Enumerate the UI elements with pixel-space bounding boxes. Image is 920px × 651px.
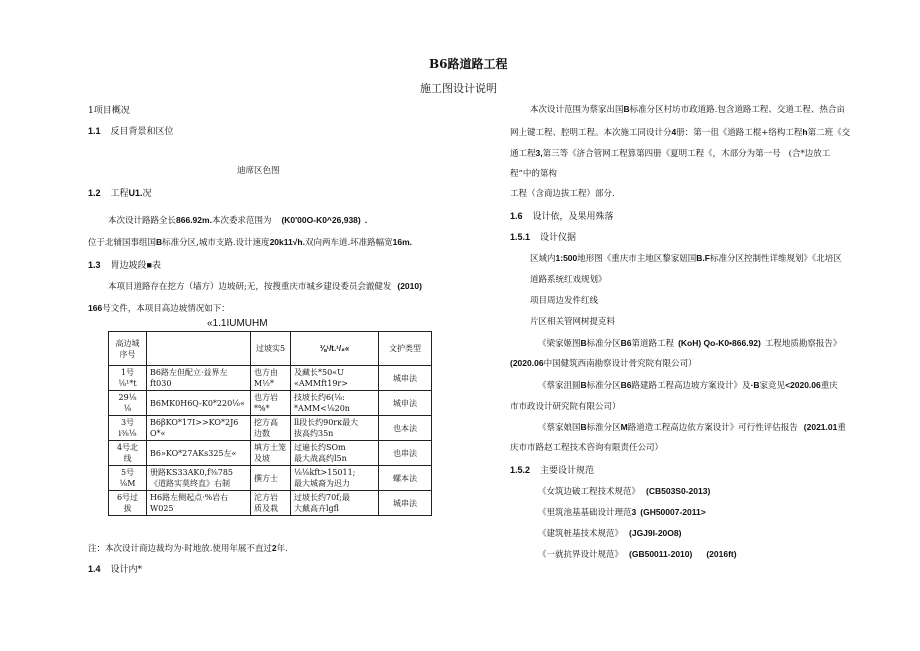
section-number: 1.5.1: [510, 232, 531, 242]
length-value: 866.92m.: [176, 215, 212, 225]
table-cell: B6»KO*27AKs325左«: [147, 441, 251, 466]
spec-code: (JGJ9I-20O8): [629, 528, 682, 538]
station-range: (K0'00O-K0^26,938): [281, 215, 361, 225]
text-run: 《梁家姬图: [538, 339, 581, 349]
text-run: 网上键工程、腔明工程。本次施工同设计分: [510, 128, 672, 138]
table-cell: 过遍长约SOm 最大战高约l5n: [291, 441, 379, 466]
text-run: 标准分区: [586, 381, 621, 391]
text-run: 2: [271, 543, 277, 553]
section-1-2-heading: [88, 186, 152, 199]
table-cell: H6路左侧起点·%岩右 W025: [147, 491, 251, 516]
text-run: 重庆: [820, 381, 838, 391]
map-caption: 迪席区色图: [237, 166, 280, 176]
section-text: 胃边坡段: [110, 261, 147, 271]
text-run: 本次委求范围为: [211, 216, 272, 226]
table-header-row: [109, 332, 432, 366]
table-cell: 也方岩 *%*: [251, 391, 291, 416]
table-cell: 城串法: [379, 491, 432, 516]
table-cell: 沱方岩 质及栽: [251, 491, 291, 516]
table-cell: 6号过 拔: [109, 491, 147, 516]
section-number: 1.4: [88, 564, 101, 574]
table-cell: 也串法: [379, 441, 432, 466]
text-run: 本次设计范围为蔡家出国: [530, 105, 624, 115]
text-run: 地形图《重庆市主地区黎家妞国: [577, 254, 697, 264]
text-run: 第道路工程: [631, 339, 675, 349]
text-run: 本次设计路路全长: [108, 216, 177, 226]
overview-paragraph-2: [88, 236, 412, 248]
text-run: B: [580, 380, 587, 390]
document-subtitle: 施工图设计说明: [420, 82, 497, 95]
section-1-5-2-heading: [510, 463, 594, 476]
table-cell: 也本法: [379, 416, 432, 441]
basis-item-5: [538, 379, 838, 391]
section-text: 设计内*: [110, 565, 143, 575]
document-title: B6路道路工程: [429, 57, 508, 71]
spec-name: 《建筑桩基技术规范》: [538, 529, 624, 539]
table-cell: ll段长约90rκ最大 拔高约35n: [291, 416, 379, 441]
spec-code: (GB50011-2010): [629, 549, 693, 559]
scope-paragraph-5: 工程（含商边拔工程）部分.: [510, 189, 615, 199]
spec-code: (CB503S0-2013): [646, 486, 711, 496]
text-run: 家竞见: [759, 381, 786, 391]
table-cell: 册路KS33AK0,f⅜785 《道路实莫终直》右制: [147, 466, 251, 491]
table-header-cell: 高边城 序号: [109, 332, 147, 366]
doc-year: (2010): [397, 281, 422, 291]
text-run: B: [156, 237, 163, 247]
table-row: [109, 466, 432, 491]
text-run: h: [802, 127, 808, 137]
section-number: 1.3: [88, 260, 101, 270]
text-run: 区域内: [530, 254, 556, 264]
text-run: 《蔡家沮圆: [538, 381, 581, 391]
table-cell: 1号 ⅛¹*t: [109, 366, 147, 391]
text-run: 年.: [276, 544, 288, 554]
table-row: [109, 391, 432, 416]
table-cell: 5号 ⅛M: [109, 466, 147, 491]
text-run: 路建路工程高边坡方案设计》及: [631, 381, 751, 391]
road-width: 16m.: [392, 237, 413, 247]
text-run: 号文件，本项目高边坡情况如下：: [102, 304, 230, 314]
slope-paragraph-1: [108, 280, 422, 292]
basis-item-1: [530, 252, 842, 264]
text-run: 双向两车道.坏准路幅宽: [304, 238, 393, 248]
text-run: 3,: [535, 148, 543, 158]
text-run: B6: [620, 380, 632, 390]
section-text: 设计仪据: [540, 233, 577, 243]
text-run: 第三等《济合管网工程算第四册《夏明工程《，木部分为第一号: [542, 149, 781, 159]
text-run: (2020.06: [510, 358, 544, 368]
section-text-end: 表: [151, 261, 161, 271]
text-run: 路道造工程高边依方案设计》可行性评估报告: [627, 423, 798, 433]
table-row: [109, 416, 432, 441]
table-cell: 撰方士: [251, 466, 291, 491]
spec-extra: (GH50007-2011>: [640, 507, 706, 517]
section-1-4-heading: [88, 562, 142, 575]
table-cell: 3号 i⅜⅛: [109, 416, 147, 441]
text-run: 注：本次设计商边裁均为·时地放.使用年展不直过: [88, 544, 272, 554]
table-header-cell: 文护类型: [379, 332, 432, 366]
section-1-1-heading: [88, 124, 174, 137]
basis-item-4-cont: [510, 357, 697, 369]
spec-name: 《里筑池基基础设计理范: [538, 508, 632, 518]
text-run: 1:500: [555, 253, 578, 263]
table-header-cell: 过坡实5: [251, 332, 291, 366]
scope-paragraph-3: [510, 147, 830, 159]
text-run: B: [580, 338, 587, 348]
text-run: (合*边放工: [788, 149, 831, 159]
section-text-bold: ■: [146, 260, 152, 270]
text-run: 册：第一徂《道路工棍+络构工程: [676, 128, 803, 138]
basis-item-6-cont: 庆市市路赵工程技术咨询有限责任公司）: [510, 443, 664, 453]
text-run: 标准分区控制性详维规划》《北培区: [709, 254, 842, 264]
spec-name: 《一就抗界设计规范》: [538, 550, 624, 560]
spec-extra: (2016ft): [706, 549, 737, 559]
table-cell: B6MK0H6Q-K0*220⅛«: [147, 391, 251, 416]
scope-paragraph-4: 程”中的第构: [510, 169, 557, 179]
section-1-3-heading: [88, 258, 161, 271]
basis-item-3: 片区相关管网树提克料: [530, 317, 616, 327]
table-cell: ⅛⅛kft>15011; 最大城裔为迟力: [291, 466, 379, 491]
table-cell: 过坡长约70f;最 大戴高卉lgfl: [291, 491, 379, 516]
table-header-cell: [147, 332, 251, 366]
slope-paragraph-2: [88, 302, 230, 314]
text-run: 第二班《交: [807, 128, 851, 138]
text-run: (2021.01: [803, 422, 838, 432]
high-slope-table: [108, 331, 432, 516]
table-row: [109, 366, 432, 391]
text-run: .: [364, 215, 368, 225]
basis-item-2: 项目周边发件红线: [530, 296, 599, 306]
scope-paragraph-2: [510, 126, 850, 138]
spec-item: [538, 485, 710, 497]
doc-number: 166: [88, 303, 103, 313]
section-text-bold: U1.: [128, 188, 143, 198]
text-run: 标淮分区: [586, 423, 621, 433]
section-text: 工程: [110, 189, 129, 199]
table-caption: «1.1IUMUHM: [207, 318, 268, 329]
table-cell: 及藏长*50«U «AMMft19r>: [291, 366, 379, 391]
section-number: 1.2: [88, 188, 101, 198]
table-cell: B6路左但配立·益界左 ft030: [147, 366, 251, 391]
text-run: 标准分区,城市支路.设计速度: [162, 238, 270, 248]
table-cell: 城串法: [379, 366, 432, 391]
spec-code: 3: [631, 507, 637, 517]
table-cell: 也方由 M½*: [251, 366, 291, 391]
text-run: B.F: [696, 253, 710, 263]
text-run: 标准分区: [586, 339, 621, 349]
table-cell: 技坡长约6(⅛: *AMM<⅛20n: [291, 391, 379, 416]
spec-item: [538, 548, 737, 560]
table-cell: 4号北 线: [109, 441, 147, 466]
text-run: ·B: [750, 380, 760, 390]
text-run: 重: [837, 423, 846, 433]
overview-paragraph-1: [108, 214, 367, 226]
text-run: 工程地质勘察报告》: [764, 339, 842, 349]
table-cell: 29⅛ ⅛: [109, 391, 147, 416]
section-number: 1.5.2: [510, 465, 531, 475]
text-run: <2020.06: [785, 380, 821, 390]
basis-item-1-cont: 道路系统红戏规划》: [530, 275, 607, 285]
table-cell: 填方土笼 及坡: [251, 441, 291, 466]
table-row: [109, 491, 432, 516]
text-run: B: [623, 104, 630, 114]
text-run: (KoH) Qo-K0•866.92): [678, 338, 761, 348]
text-run: M: [620, 422, 628, 432]
section-1-5-1-heading: [510, 230, 576, 243]
text-run: 标准分区村坊市政道路.包含道路工程、交道工程、热合亩: [629, 105, 845, 115]
text-run: B: [580, 422, 587, 432]
section-1-heading: 1项目概况: [88, 106, 130, 116]
section-text: 主要设计规范: [540, 466, 595, 476]
scope-paragraph-1: [530, 103, 845, 115]
spec-name: 《女筑边破工程技术规范》: [538, 487, 641, 497]
text-run: 位于北辅国事组国: [88, 238, 157, 248]
text-run: B6: [620, 338, 632, 348]
section-text: 设计依，及果用殊落: [532, 212, 614, 222]
text-run: 本项目道路存在挖方（墙方）边坡研;无，按搜重庆市城乡建设委员会澈健发: [108, 282, 392, 292]
design-speed: 20k11√h.: [269, 237, 305, 247]
table-cell: 螺本法: [379, 466, 432, 491]
text-run: 中国健筑西南勘察设计骨究院有限公司）: [543, 359, 697, 369]
section-number: 1.1: [88, 126, 101, 136]
section-text-end: 况: [142, 189, 152, 199]
text-run: 通工程: [510, 149, 536, 159]
table-cell: B6βKO*17I>>KO*2J6 O*«: [147, 416, 251, 441]
table-note: [88, 542, 288, 554]
section-1-6-heading: [510, 209, 614, 222]
text-run: 4: [671, 127, 677, 137]
basis-item-4: [538, 337, 841, 349]
table-header-cell: ⅛¹/t.¹/₈«: [291, 332, 379, 366]
basis-item-5-cont: 市市政设计研究院有限公司）: [510, 402, 621, 412]
spec-item: [538, 506, 706, 518]
table-cell: 城申法: [379, 391, 432, 416]
basis-item-6: [538, 421, 846, 433]
table-row: [109, 441, 432, 466]
section-text: 反目背景和区位: [110, 127, 174, 137]
table-cell: 挖方高 边数: [251, 416, 291, 441]
text-run: 《蔡家娘国: [538, 423, 581, 433]
section-number: 1.6: [510, 211, 523, 221]
spec-item: [538, 527, 681, 539]
